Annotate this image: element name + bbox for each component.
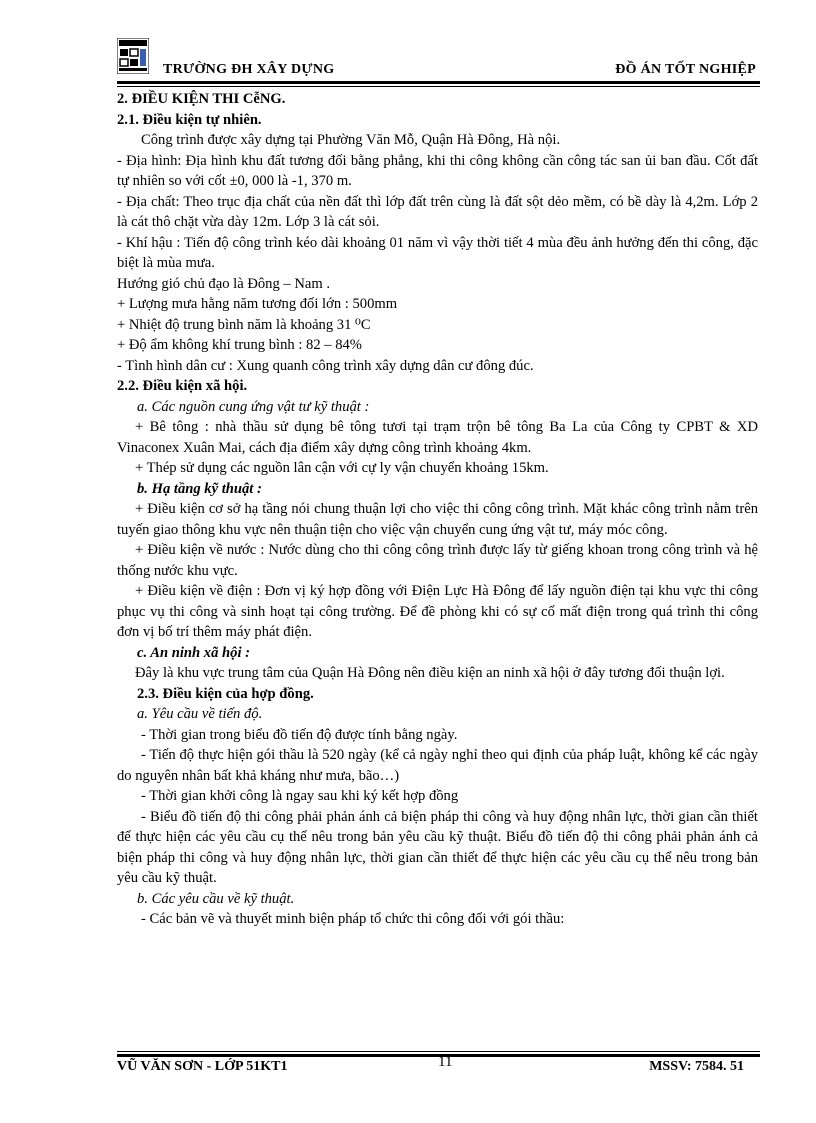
paragraph: - Thời gian trong biểu đồ tiến độ được tính bằng ngày. xyxy=(141,726,458,743)
paragraph: 2.2. Điều kiện xã hội. xyxy=(117,378,248,394)
paragraph: 2.3. Điều kiện của hợp đồng. xyxy=(137,685,314,702)
paragraph: + Thép sử dụng các nguồn lân cận với cự ly vận chuyển khoảng 15km. xyxy=(135,460,549,476)
paragraph: - Biểu đồ tiến độ thi công phải phản ánh cả biện pháp thi công và huy động nhân lực, thời gian cần thiết để thực hiện các yêu cầu cụ thể nêu trong bản yêu cầu kỹ thuật. Biểu đồ tiến độ thi công phải phản ánh cả biện pháp thi công và huy động nhân lực, thời gian cần thiết để thực hiện các yêu cầu cụ thể nêu trong bản yêu cầu kỹ thuật. xyxy=(117,808,758,886)
paragraph: 2.1. Điều kiện tự nhiên. xyxy=(117,111,262,128)
paragraph: Công trình được xây dựng tại Phường Văn Mỗ, Quận Hà Đông, Hà nội. xyxy=(141,132,561,148)
paragraph: a. Yêu cầu về tiến độ. xyxy=(137,706,263,722)
paragraph: 2. ĐIỀU KIỆN THI CễNG. xyxy=(117,91,286,107)
paragraph: + Điều kiện cơ sở hạ tầng nói chung thuận lợi cho việc thi công công trình. Mặt khác công trình nằm trên tuyến giao thông khu vực nên thuận tiện cho việc vận chuyển cung ứng vật tư, máy móc công. xyxy=(117,501,758,538)
paragraph: + Điều kiện về nước : Nước dùng cho thi công công trình được lấy từ giếng khoan trong công trình và hệ thống nước khu vực. xyxy=(117,542,758,579)
document-body xyxy=(117,89,758,930)
footer-student-id: MSSV: 7584. 51 xyxy=(649,1059,744,1074)
footer-author: VŨ VĂN SƠN - LỚP 51KT1 xyxy=(117,1059,288,1074)
paragraph: + Điều kiện về điện : Đơn vị ký hợp đồng với Điện Lực Hà Đông để lấy nguồn điện tại khu vực thi công phục vụ thi công và sinh hoạt tại công trường. Để đề phòng khi có sự cố mất điện trong quá trình thi công đơn vị bố trí thêm máy phát điện. xyxy=(117,583,758,640)
paragraph: - Tình hình dân cư : Xung quanh công trình xây dựng dân cư đông đúc. xyxy=(117,357,534,374)
paragraph: - Địa hình: Địa hình khu đất tương đối bằng phẳng, khi thi công không cần công tác san ủi ban đầu. Cốt đất tự nhiên so với cốt ±0, 000 là -1, 370 m. xyxy=(117,152,758,189)
paragraph: b. Các yêu cầu về kỹ thuật. xyxy=(137,890,295,907)
paragraph: - Địa chất: Theo trục địa chất của nền đất thì lớp đất trên cùng là đất sột dẻo mềm, có bề dày là 4,2m. Lớp 2 là cát thô chặt vừa dày 12m. Lớp 3 là cát sỏi. xyxy=(117,193,758,230)
header-school: TRƯỜNG ĐH XÂY DỰNG xyxy=(163,62,335,77)
page-number: 11 xyxy=(438,1054,453,1070)
paragraph: a. Các nguồn cung ứng vật tư kỹ thuật : xyxy=(137,398,370,415)
header-project: ĐỒ ÁN TỐT NGHIỆP xyxy=(615,62,756,77)
paragraph: + Nhiệt độ trung bình năm là khoảng 31 ⁰C xyxy=(117,316,371,333)
paragraph: Đây là khu vực trung tâm của Quận Hà Đông nên điều kiện an ninh xã hội ở đây tương đối thuận lợi. xyxy=(135,665,725,681)
paragraph: + Lượng mưa hằng năm tương đối lớn : 500mm xyxy=(117,296,398,312)
paragraph: c. An ninh xã hội : xyxy=(137,644,251,661)
paragraph: - Thời gian khởi công là ngay sau khi ký kết hợp đồng xyxy=(141,788,459,804)
paragraph: - Tiến độ thực hiện gói thầu là 520 ngày (kể cả ngày nghỉ theo qui định của pháp luật, không kể các ngày do nguyên nhân bất khả kháng như mưa, bão…) xyxy=(117,747,758,784)
paragraph: - Khí hậu : Tiến độ công trình kéo dài khoảng 01 năm vì vậy thời tiết 4 mùa đều ảnh hưởng đến thi công, đặc biệt là mùa mưa. xyxy=(117,234,758,271)
paragraph: + Độ ẩm không khí trung bình : 82 – 84% xyxy=(117,337,362,353)
paragraph: + Bê tông : nhà thầu sử dụng bê tông tươi tại trạm trộn bê tông Ba La của Công ty CPBT & XD Vinaconex Xuân Mai, cách địa điểm xây dựng công trình khoảng 4km. xyxy=(117,419,758,456)
paragraph: Hướng gió chủ đạo là Đông – Nam . xyxy=(117,275,331,292)
paragraph: - Các bản vẽ và thuyết minh biện pháp tổ chức thi công đối với gói thầu: xyxy=(141,911,565,927)
header-rule xyxy=(117,81,760,89)
paragraph: b. Hạ tầng kỹ thuật : xyxy=(137,480,262,497)
